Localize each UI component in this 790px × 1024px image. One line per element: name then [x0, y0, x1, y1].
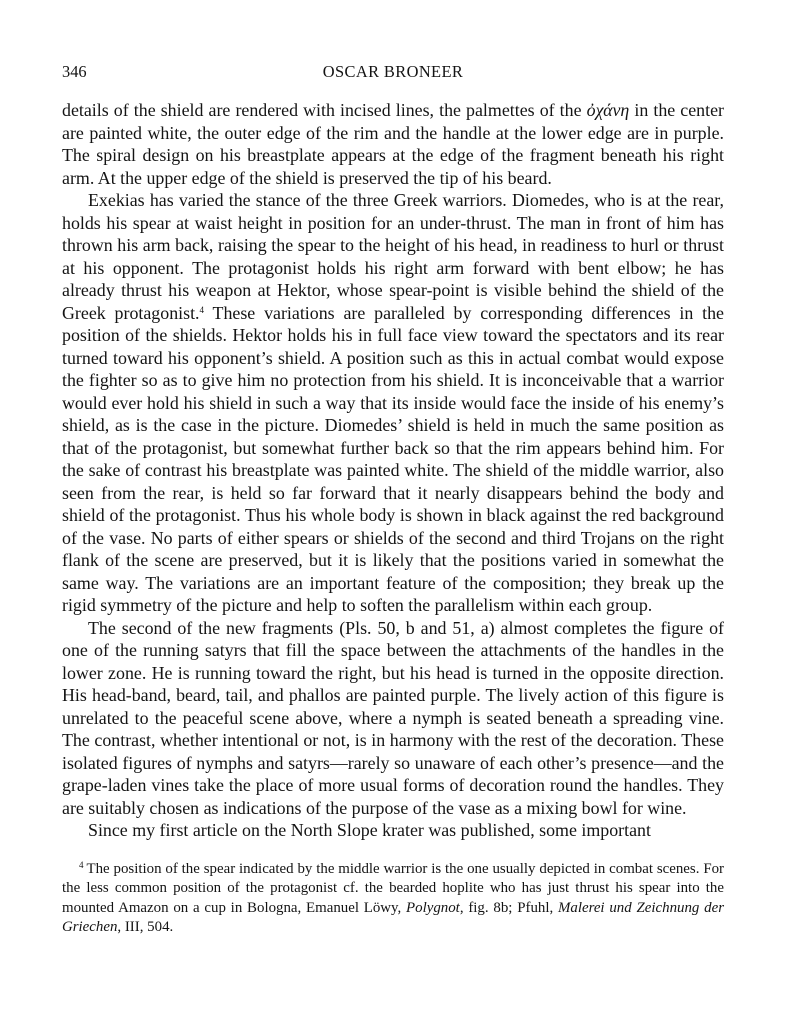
text-run: in the center are painted white, the outer edge of the rim and the handle at the lower edge are in purple. The spiral design on his breastplate appears at the edge of the fragment beneath his right arm. At the upper edge of the shield is preserved the tip of his beard.	[62, 100, 725, 188]
footnote	[62, 860, 724, 938]
italic-text: Polygnot	[406, 899, 460, 916]
footnote-ref: 4	[199, 304, 205, 315]
running-head: OSCAR BRONEER	[322, 62, 464, 81]
paragraph	[62, 819, 724, 842]
text-run: , III, 504.	[117, 919, 174, 935]
text-run: These variations are paralleled by corresponding differences in the position of the shields. Hektor holds his in full face view toward the spectators and its rear turned toward his opponent’s shield. A position such as this in actual combat would expose the fighter so as to give him no protection from his shield. It is inconceivable that a warrior would ever hold his shield in such a way that its inside would face the inside of his enemy’s shield, as is the case in the picture. Diomedes’ shield is held in much the same position as that of the protagonist, but somewhat further back so that the rim appears behind him. For the sake of contrast his breastplate was painted white. The shield of the middle warrior, also seen from the rear, is held so far forward that it nearly disappears behind the body and shield of the protagonist. Thus his whole body is shown in black against the red background of the vase. No parts of either spears or shields of the second and third Trojans on the right flank of the scene are preserved, but it is likely that the positions varied in somewhat the same way. The variations are an important feature of the composition; they break up the rigid symmetry of the picture and help to soften the parallelism within each group.	[62, 302, 724, 615]
text-run: Since my first article on the North Slope krater was published, some important	[88, 820, 651, 840]
footnote-number: 4	[79, 859, 84, 870]
page-header	[62, 62, 724, 86]
text-run: The second of the new fragments (Pls. 50, b and 51, a) almost completes the figure of one of the running satyrs that fill the space between the attachments of the handles in the lower zone. He is running toward the right, but his head is turned in the opposite direction. His head-band, beard, tail, and phallos are painted purple. The lively action of this figure is unrelated to the peaceful scene above, where a nymph is seated beneath a spreading vine. The contrast, whether intentional or not, is in harmony with the rest of the decoration. These isolated figures of nymphs and satyrs—rarely so unaware of each other’s presence—and the grape-laden vines take the place of more usual forms of decoration round the handles. They are suitably chosen as indications of the purpose of the vase as a mixing bowl for wine.	[62, 617, 724, 818]
paragraph	[62, 99, 724, 189]
italic-text: ὀχάνη	[586, 100, 630, 120]
italic-text: Malerei und Zeichnung der Griechen	[62, 899, 724, 935]
footnotes	[62, 860, 724, 938]
page	[62, 62, 724, 938]
paragraph	[62, 617, 724, 820]
text-run: , fig. 8b; Pfuhl,	[459, 899, 558, 916]
text-run: The position of the spear indicated by the middle warrior is the one usually depicted in combat scenes. For the less common position of the protagonist cf. the bearded hoplite who has just thrust his spear into the mounted Amazon on a cup in Bologna, Emanuel Löwy,	[62, 860, 724, 916]
text-run: Exekias has varied the stance of the three Greek warriors. Diomedes, who is at the rear, holds his spear at waist height in position for an under-thrust. The man in front of him has thrown his arm back, raising the spear to the height of his head, in readiness to hurl or thrust at his opponent. The protagonist holds his right arm forward with bent elbow; he has already thrust his weapon at Hektor, whose spear-point is visible behind the shield of the Greek protagonist.	[62, 190, 724, 323]
paragraph	[62, 189, 724, 617]
body-text	[62, 99, 724, 842]
page-number: 346	[62, 62, 87, 81]
text-run: details of the shield are rendered with incised lines, the palmettes of the	[62, 100, 587, 120]
